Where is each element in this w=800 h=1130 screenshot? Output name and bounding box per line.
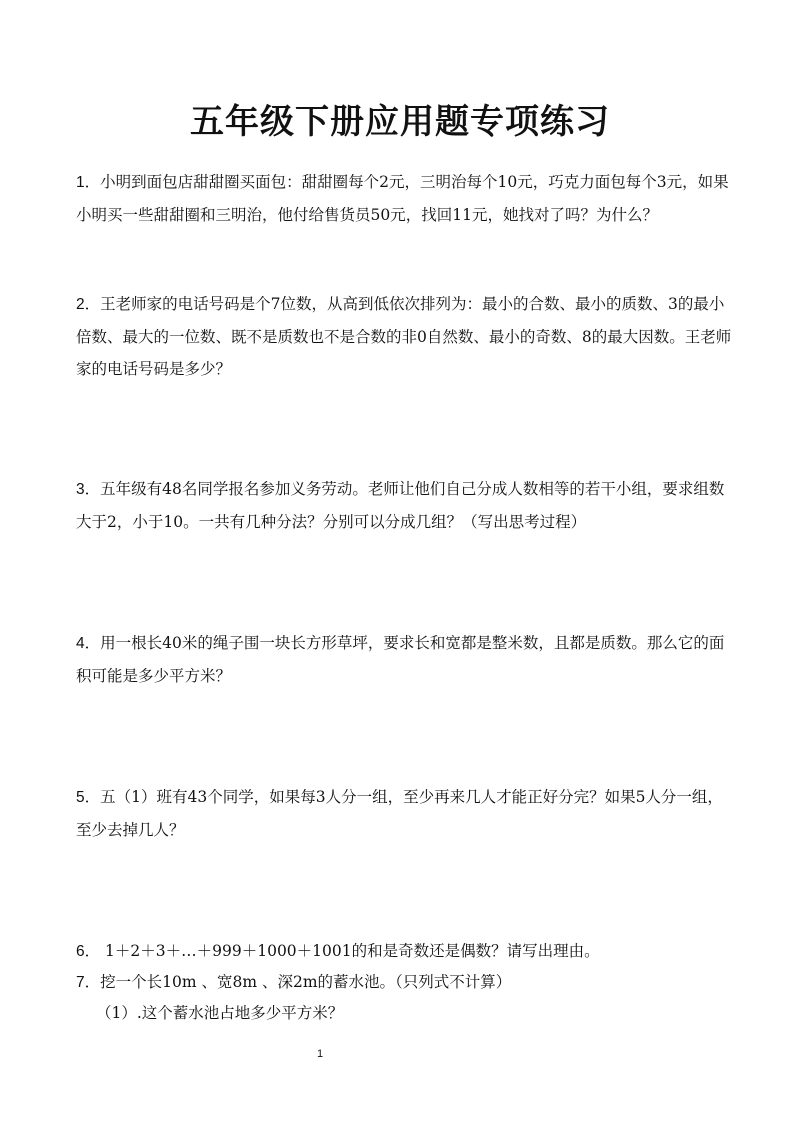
question-text: 五年级有48名同学报名参加义务劳动。老师让他们自己分成人数相等的若干小组，要求组数大于2，小于10。一共有几种分法？分别可以分成几组？（写出思考过程）	[76, 480, 725, 531]
page-title: 五年级下册应用题专项练习	[190, 101, 610, 142]
question-number: 4．	[76, 635, 101, 652]
question-number: 5．	[76, 789, 101, 806]
question-number: 7．	[76, 974, 101, 991]
question-3	[76, 473, 736, 538]
question-7	[76, 966, 736, 999]
question-number: 1．	[76, 174, 101, 191]
question-5	[76, 781, 736, 846]
question-2	[76, 288, 736, 385]
question-text: 小明到面包店甜甜圈买面包：甜甜圈每个2元，三明治每个10元，巧克力面包每个3元，如果小明买一些甜甜圈和三明治，他付给售货员50元，找回11元，她找对了吗？为什么？	[76, 173, 729, 224]
sub-question-7-1: （1）.这个蓄水池占地多少平方米？	[96, 1004, 344, 1022]
question-text: 王老师家的电话号码是个7位数，从高到低依次排列为：最小的合数、最小的质数、3的最小倍数、最大的一位数、既不是质数也不是合数的非0自然数、最小的奇数、8的最大因数。王老师家的电话号码是多少？	[76, 295, 732, 378]
question-text: 五（1）班有43个同学，如果每3人分一组，至少再来几人才能正好分完？如果5人分一组，至少去掉几人？	[76, 788, 723, 839]
question-4	[76, 627, 736, 692]
question-1	[76, 166, 736, 231]
question-number: 6．	[76, 943, 101, 960]
question-text: 挖一个长10m 、宽8m 、深2m的蓄水池。（只列式不计算）	[100, 973, 512, 991]
question-6	[76, 935, 736, 968]
question-number: 3．	[76, 481, 101, 498]
question-text: 用一根长40米的绳子围一块长方形草坪，要求长和宽都是整米数，且都是质数。那么它的面积可能是多少平方米？	[76, 634, 725, 685]
page-number: 1	[316, 1048, 324, 1060]
question-text: 1＋2＋3＋…＋999＋1000＋1001的和是奇数还是偶数？请写出理由。	[100, 942, 600, 960]
question-number: 2．	[76, 296, 101, 313]
